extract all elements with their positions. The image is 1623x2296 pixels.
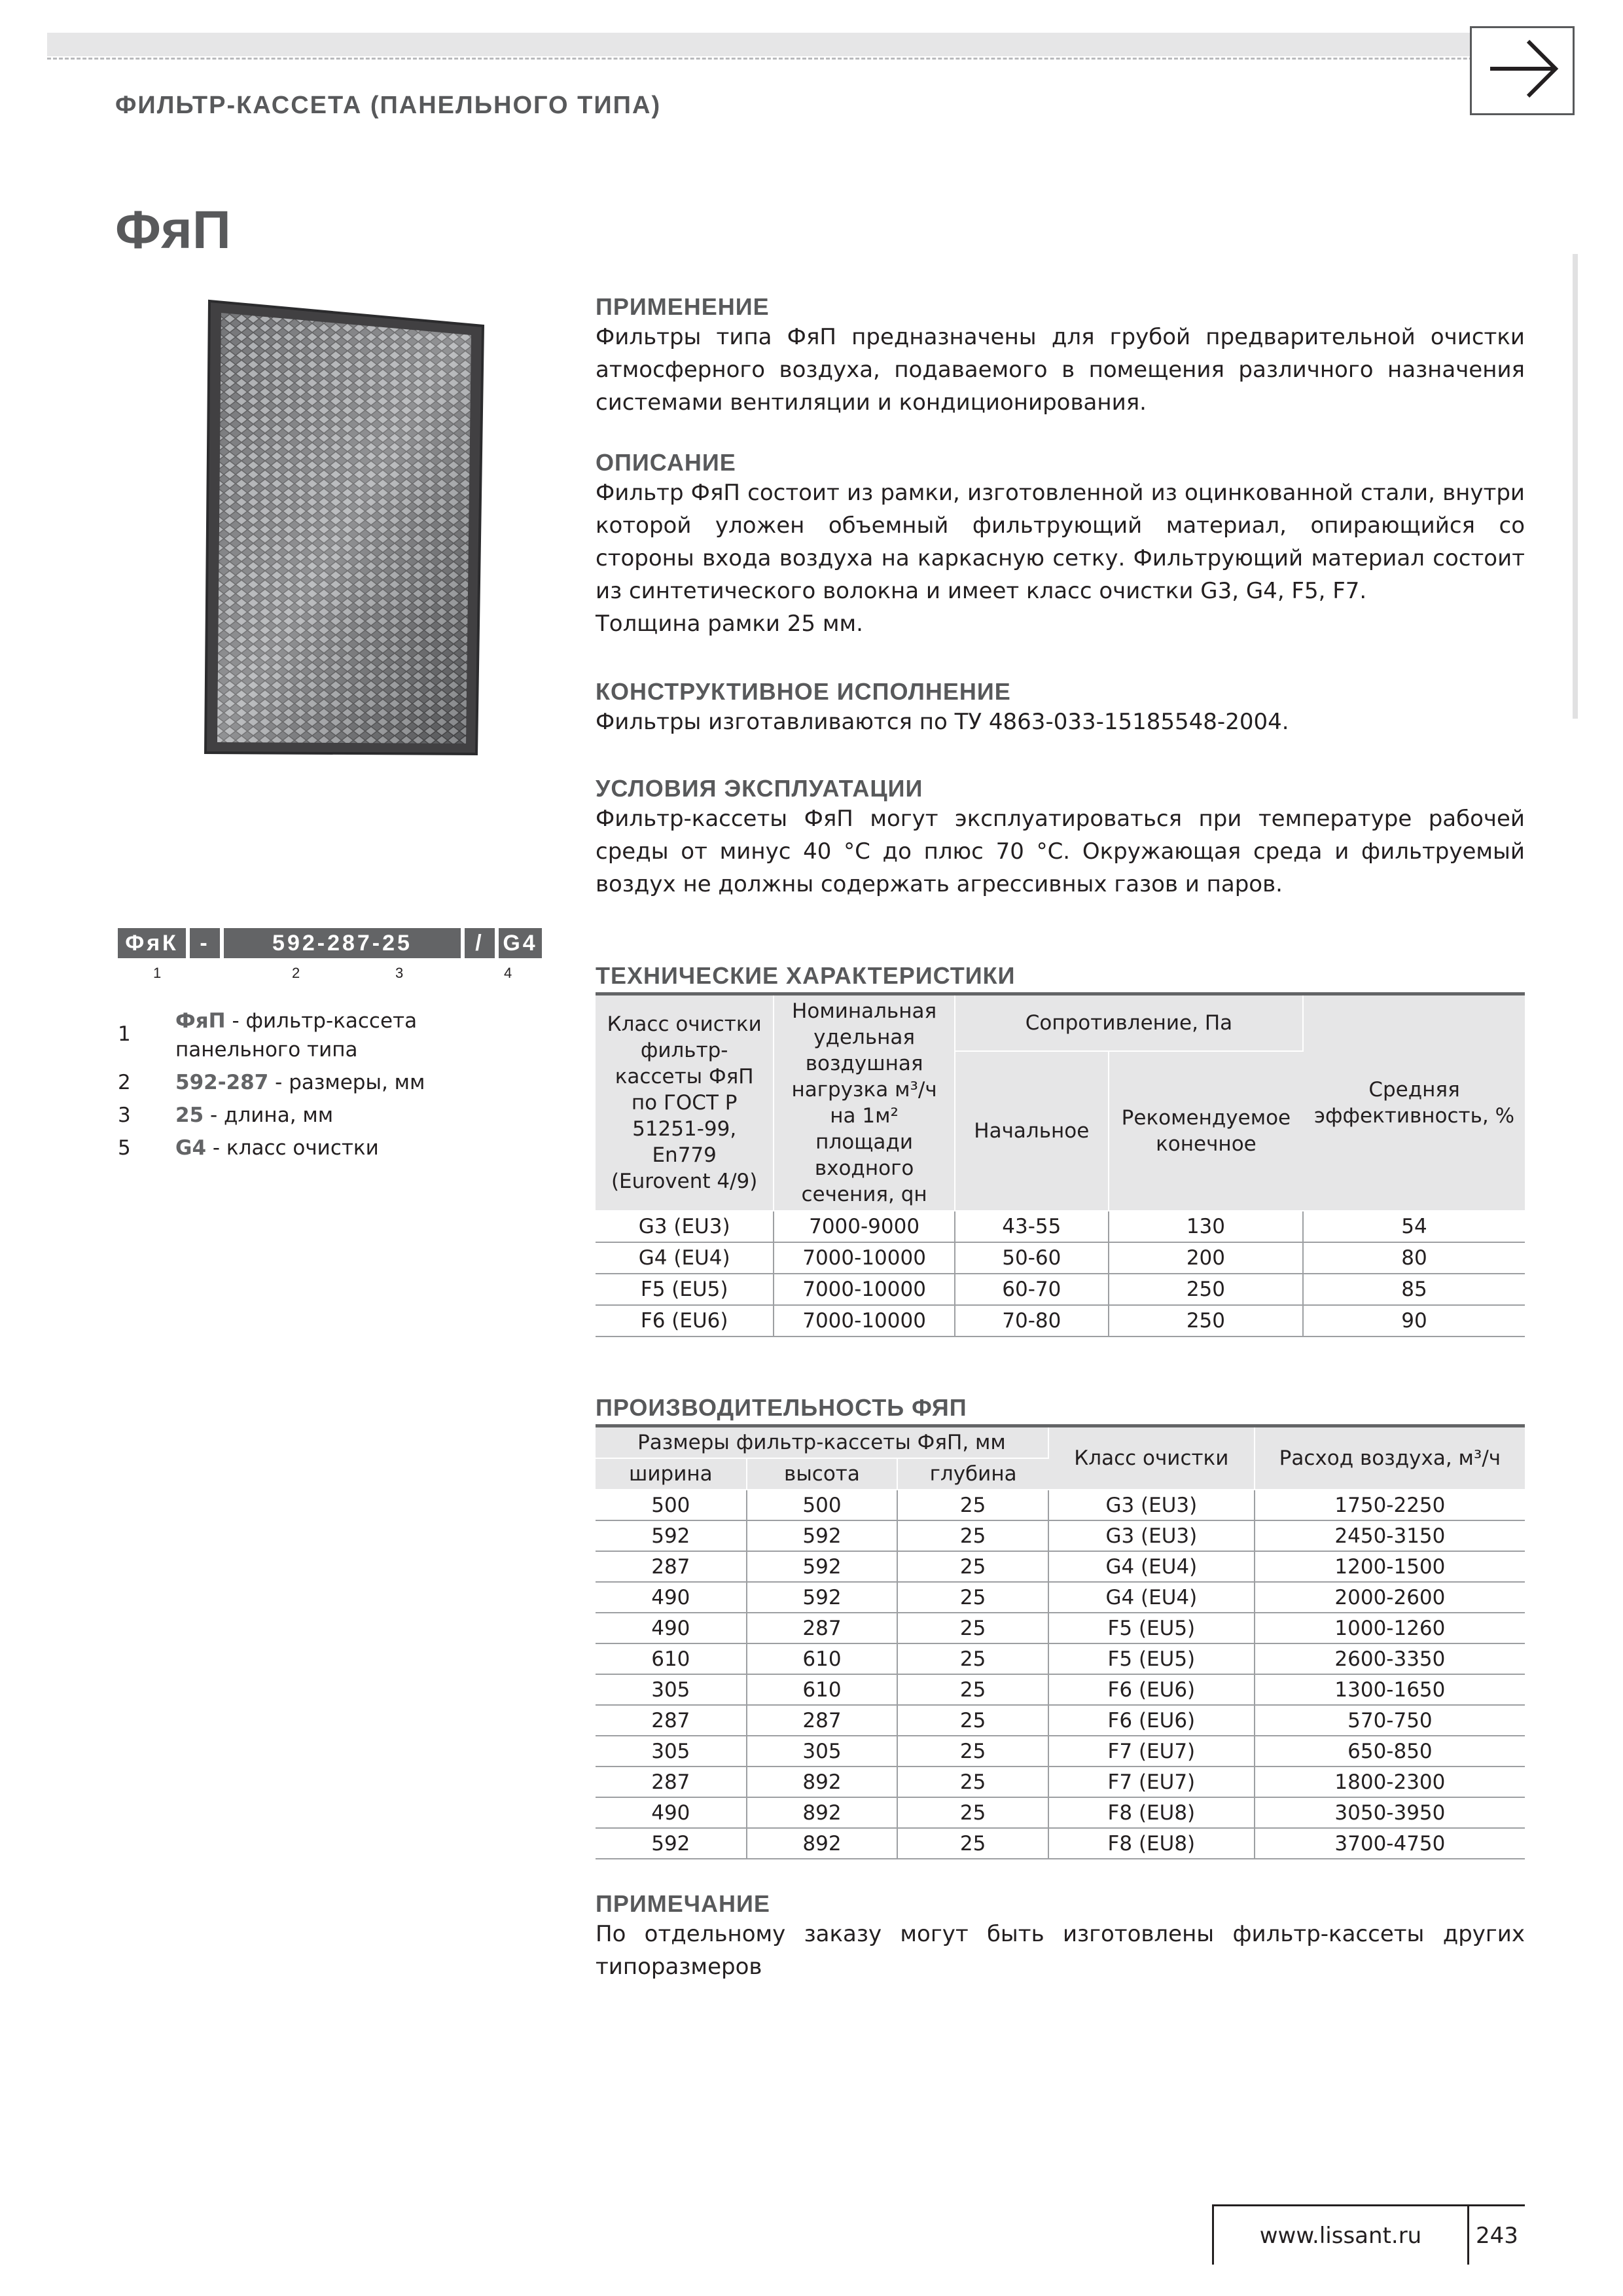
table-cell: 25: [897, 1643, 1048, 1674]
section-heading: ПРИМЕНЕНИЕ: [596, 293, 770, 320]
table-cell: 1300-1650: [1255, 1674, 1525, 1705]
performance: [596, 1394, 1525, 1859]
table-cell: 287: [747, 1705, 898, 1736]
table-row: [596, 1674, 1525, 1705]
code-segment-class: G4: [499, 928, 542, 958]
table-cell: 25: [897, 1674, 1048, 1705]
table-cell: F8 (EU8): [1048, 1797, 1255, 1828]
legend-key: G4: [175, 1136, 207, 1160]
legend-number: 2: [118, 1071, 131, 1094]
section-heading: ОПИСАНИЕ: [596, 449, 736, 476]
page-number: 243: [1467, 2206, 1525, 2265]
table-cell: 60-70: [955, 1274, 1109, 1305]
table-cell: 80: [1303, 1242, 1525, 1274]
table-cell: 2600-3350: [1255, 1643, 1525, 1674]
section-description: [596, 449, 1525, 640]
table-cell: 500: [596, 1490, 747, 1520]
code-segment-type: ФяК: [118, 928, 186, 958]
table-cell: F6 (EU6): [1048, 1674, 1255, 1705]
table-cell: F6 (EU6): [596, 1305, 774, 1336]
column-header: глубина: [897, 1458, 1048, 1490]
code-legend: [118, 1007, 576, 1166]
table-cell: G3 (EU3): [1048, 1490, 1255, 1520]
legend-item: [118, 1007, 576, 1064]
section-application: [596, 293, 1525, 419]
table-cell: 25: [897, 1490, 1048, 1520]
column-header: ширина: [596, 1458, 747, 1490]
table-cell: 287: [747, 1613, 898, 1643]
section-text: Толщина рамки 25 мм.: [596, 611, 863, 637]
order-code: [118, 928, 542, 958]
table-cell: 25: [897, 1520, 1048, 1551]
table-row: [596, 1582, 1525, 1613]
table-row: [596, 1490, 1525, 1520]
table-cell: 305: [596, 1736, 747, 1767]
column-header: Начальное: [955, 1051, 1109, 1211]
table-cell: 287: [596, 1551, 747, 1582]
table-row: [596, 1274, 1525, 1305]
legend-number: 3: [118, 1103, 131, 1127]
section-text: Фильтры изготавливаются по ТУ 4863-033-15185548-2004.: [596, 709, 1289, 735]
table-cell: 305: [747, 1736, 898, 1767]
tech-table-title: ТЕХНИЧЕСКИЕ ХАРАКТЕРИСТИКИ: [596, 962, 1016, 989]
next-page-button[interactable]: [1470, 26, 1575, 115]
table-row: [596, 1828, 1525, 1859]
table-cell: 892: [747, 1828, 898, 1859]
column-header: Сопротивление, Па: [955, 994, 1303, 1052]
table-cell: 1750-2250: [1255, 1490, 1525, 1520]
table-cell: 25: [897, 1767, 1048, 1797]
table-cell: 287: [596, 1767, 747, 1797]
panel-filter-photo: [200, 296, 488, 767]
section-text: По отдельному заказу могут быть изготовлены фильтр-кассеты других типоразмеров: [596, 1921, 1525, 1980]
table-cell: 25: [897, 1613, 1048, 1643]
legend-text: - размеры, мм: [268, 1071, 425, 1094]
section-heading: КОНСТРУКТИВНОЕ ИСПОЛНЕНИЕ: [596, 678, 1011, 705]
table-row: [596, 1305, 1525, 1336]
table-row: [596, 1520, 1525, 1551]
table-cell: 592: [747, 1551, 898, 1582]
table-cell: 250: [1109, 1305, 1303, 1336]
column-header: Расход воздуха, м³/ч: [1255, 1426, 1525, 1490]
legend-key: ФяП: [175, 1009, 226, 1033]
legend-item: [118, 1101, 576, 1130]
tech-table: [596, 992, 1525, 1337]
table-cell: 592: [747, 1520, 898, 1551]
arrow-right-icon: [1472, 28, 1573, 113]
table-cell: 90: [1303, 1305, 1525, 1336]
table-row: [596, 1211, 1525, 1242]
website-link[interactable]: www.lissant.ru: [1259, 2222, 1422, 2249]
table-cell: F5 (EU5): [1048, 1613, 1255, 1643]
section-title: ФИЛЬТР-КАССЕТА (ПАНЕЛЬНОГО ТИПА): [115, 92, 662, 119]
table-cell: 250: [1109, 1274, 1303, 1305]
section-text: Фильтр-кассеты ФяП могут эксплуатироваться при температуре рабочей среды от минус 40 °С до плюс 70 °С. Окружающая среда и фильтруемый воздух не должны содержать агрессивных газов и паров.: [596, 806, 1525, 897]
table-cell: 490: [596, 1613, 747, 1643]
table-cell: 7000-10000: [774, 1242, 955, 1274]
code-number: 2: [292, 965, 300, 981]
tech-characteristics: [596, 962, 1525, 1337]
table-cell: G4 (EU4): [1048, 1582, 1255, 1613]
table-cell: 570-750: [1255, 1705, 1525, 1736]
table-cell: G4 (EU4): [596, 1242, 774, 1274]
code-number: 3: [395, 965, 404, 981]
table-cell: 70-80: [955, 1305, 1109, 1336]
perf-table-title: ПРОИЗВОДИТЕЛЬНОСТЬ ФЯП: [596, 1394, 967, 1421]
table-cell: 25: [897, 1705, 1048, 1736]
column-header: Номинальная удельная воздушная нагрузка м³/ч на 1м² площади входного сечения, qн: [774, 994, 955, 1211]
table-cell: G3 (EU3): [1048, 1520, 1255, 1551]
table-row: [596, 1643, 1525, 1674]
code-number: 4: [504, 965, 512, 981]
code-segment-size: 592-287-25: [224, 928, 461, 958]
table-row: [596, 1242, 1525, 1274]
section-note: [596, 1890, 1525, 1983]
legend-text: - длина, мм: [204, 1103, 334, 1127]
table-row: [596, 1767, 1525, 1797]
table-cell: 3050-3950: [1255, 1797, 1525, 1828]
table-row: [596, 1736, 1525, 1767]
legend-text: - фильтр-кассета панельного типа: [175, 1009, 418, 1062]
column-header: высота: [747, 1458, 898, 1490]
side-rule: [1573, 254, 1578, 719]
section-heading: ПРИМЕЧАНИЕ: [596, 1890, 770, 1917]
code-segment-dash: -: [190, 928, 220, 958]
table-cell: 892: [747, 1797, 898, 1828]
table-cell: 1800-2300: [1255, 1767, 1525, 1797]
section-text: Фильтр ФяП состоит из рамки, изготовленной из оцинкованной стали, внутри которой уложен объемный фильтрующий материал, опирающийся со стороны входа воздуха на каркасную сетку. Фильтрующий материал состоит из синтетического волокна и имеет класс очистки G3, G4, F5, F7.: [596, 480, 1525, 604]
page-footer: [1212, 2204, 1525, 2265]
product-title: ФяП: [115, 200, 231, 260]
table-cell: F7 (EU7): [1048, 1736, 1255, 1767]
table-row: [596, 1797, 1525, 1828]
table-cell: 305: [596, 1674, 747, 1705]
column-header: Средняя эффективность, %: [1303, 994, 1525, 1211]
code-number: 1: [153, 965, 162, 981]
table-cell: 1000-1260: [1255, 1613, 1525, 1643]
column-header: Размеры фильтр-кассеты ФяП, мм: [596, 1426, 1048, 1459]
legend-item: [118, 1068, 576, 1097]
column-header: Класс очистки фильтр-кассеты ФяП по ГОСТ Р 51251-99, En779 (Eurovent 4/9): [596, 994, 774, 1211]
table-cell: 1200-1500: [1255, 1551, 1525, 1582]
table-cell: 3700-4750: [1255, 1828, 1525, 1859]
table-cell: G3 (EU3): [596, 1211, 774, 1242]
code-segment-slash: /: [465, 928, 495, 958]
table-cell: 610: [747, 1674, 898, 1705]
table-cell: 490: [596, 1797, 747, 1828]
table-cell: F8 (EU8): [1048, 1828, 1255, 1859]
table-cell: 592: [596, 1828, 747, 1859]
table-cell: 25: [897, 1797, 1048, 1828]
section-conditions: [596, 775, 1525, 901]
legend-number: 5: [118, 1136, 131, 1160]
table-cell: 25: [897, 1582, 1048, 1613]
section-heading: УСЛОВИЯ ЭКСПЛУАТАЦИИ: [596, 775, 923, 802]
table-cell: 610: [747, 1643, 898, 1674]
table-cell: 7000-10000: [774, 1274, 955, 1305]
table-cell: 650-850: [1255, 1736, 1525, 1767]
table-cell: F5 (EU5): [1048, 1643, 1255, 1674]
table-cell: F7 (EU7): [1048, 1767, 1255, 1797]
legend-number: 1: [118, 1022, 131, 1046]
table-cell: 490: [596, 1582, 747, 1613]
table-cell: 25: [897, 1551, 1048, 1582]
table-cell: 287: [596, 1705, 747, 1736]
table-cell: 85: [1303, 1274, 1525, 1305]
header-divider: [47, 58, 1573, 60]
table-cell: 25: [897, 1736, 1048, 1767]
table-cell: 54: [1303, 1211, 1525, 1242]
table-cell: 592: [747, 1582, 898, 1613]
legend-key: 592-287: [175, 1071, 269, 1094]
table-cell: 2000-2600: [1255, 1582, 1525, 1613]
column-header: Класс очистки: [1048, 1426, 1255, 1490]
table-cell: 130: [1109, 1211, 1303, 1242]
table-cell: G4 (EU4): [1048, 1551, 1255, 1582]
table-cell: 7000-9000: [774, 1211, 955, 1242]
perf-table: [596, 1424, 1525, 1859]
legend-item: [118, 1134, 576, 1162]
table-cell: 610: [596, 1643, 747, 1674]
section-construction: [596, 678, 1525, 738]
table-row: [596, 1551, 1525, 1582]
table-cell: 50-60: [955, 1242, 1109, 1274]
column-header: Рекомендуемое конечное: [1109, 1051, 1303, 1211]
table-cell: 592: [596, 1520, 747, 1551]
table-cell: 500: [747, 1490, 898, 1520]
section-text: Фильтры типа ФяП предназначены для грубой предварительной очистки атмосферного воздуха, подаваемого в помещения различного назначения системами вентиляции и кондиционирования.: [596, 324, 1525, 416]
header-bar: [47, 33, 1573, 56]
table-cell: 892: [747, 1767, 898, 1797]
table-cell: 7000-10000: [774, 1305, 955, 1336]
table-cell: 25: [897, 1828, 1048, 1859]
table-cell: 200: [1109, 1242, 1303, 1274]
table-row: [596, 1705, 1525, 1736]
table-cell: F5 (EU5): [596, 1274, 774, 1305]
table-row: [596, 1613, 1525, 1643]
table-cell: 43-55: [955, 1211, 1109, 1242]
table-cell: 2450-3150: [1255, 1520, 1525, 1551]
legend-key: 25: [175, 1103, 204, 1127]
table-cell: F6 (EU6): [1048, 1705, 1255, 1736]
legend-text: - класс очистки: [206, 1136, 379, 1160]
